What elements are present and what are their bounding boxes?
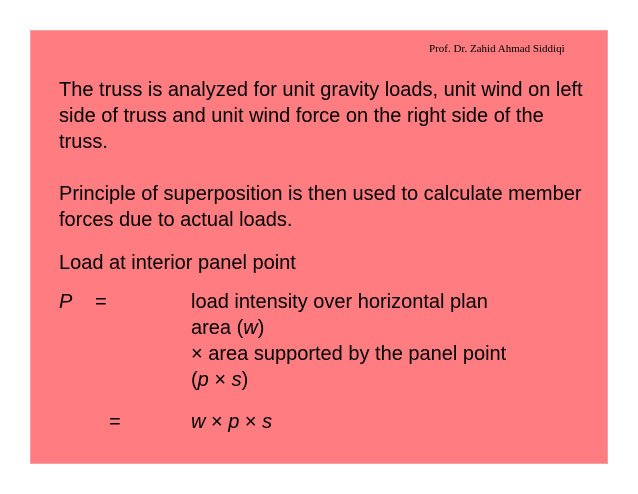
result-variable-s: s [262, 411, 273, 433]
slide [30, 30, 608, 464]
equation-variable-p: P [59, 291, 73, 313]
result-times-2: × [239, 411, 263, 433]
equation-equals-2: = [109, 411, 121, 433]
author-header: Prof. Dr. Zahid Ahmad Siddiqi [429, 43, 565, 55]
variable-p: p [197, 369, 209, 391]
definition-line-2-prefix: area ( [191, 317, 244, 339]
times-symbol: × [208, 369, 232, 391]
equation-equals-1: = [95, 291, 107, 313]
result-times-1: × [205, 411, 229, 433]
variable-s: s [231, 369, 242, 391]
definition-line-2-suffix: ) [257, 317, 265, 339]
definition-line-2 [191, 315, 264, 341]
paragraph-superposition: Principle of superposition is then used to calculate member forces due to actual loads. [59, 183, 582, 231]
definition-line-1: load intensity over horizontal plan [191, 291, 488, 313]
paragraph-load-panel-point: Load at interior panel point [59, 252, 296, 274]
open-paren: ( [191, 369, 198, 391]
result-variable-w: w [191, 411, 206, 433]
definition-line-3: × area supported by the panel point [191, 343, 507, 365]
close-paren: ) [241, 369, 249, 391]
variable-w: w [243, 317, 258, 339]
result-variable-p: p [228, 411, 240, 433]
paragraph-truss-analysis: The truss is analyzed for unit gravity loads, unit wind on left side of truss and unit wind force on the right side of the truss. [59, 79, 583, 153]
result-expression [191, 409, 272, 435]
definition-line-4 [191, 367, 248, 393]
